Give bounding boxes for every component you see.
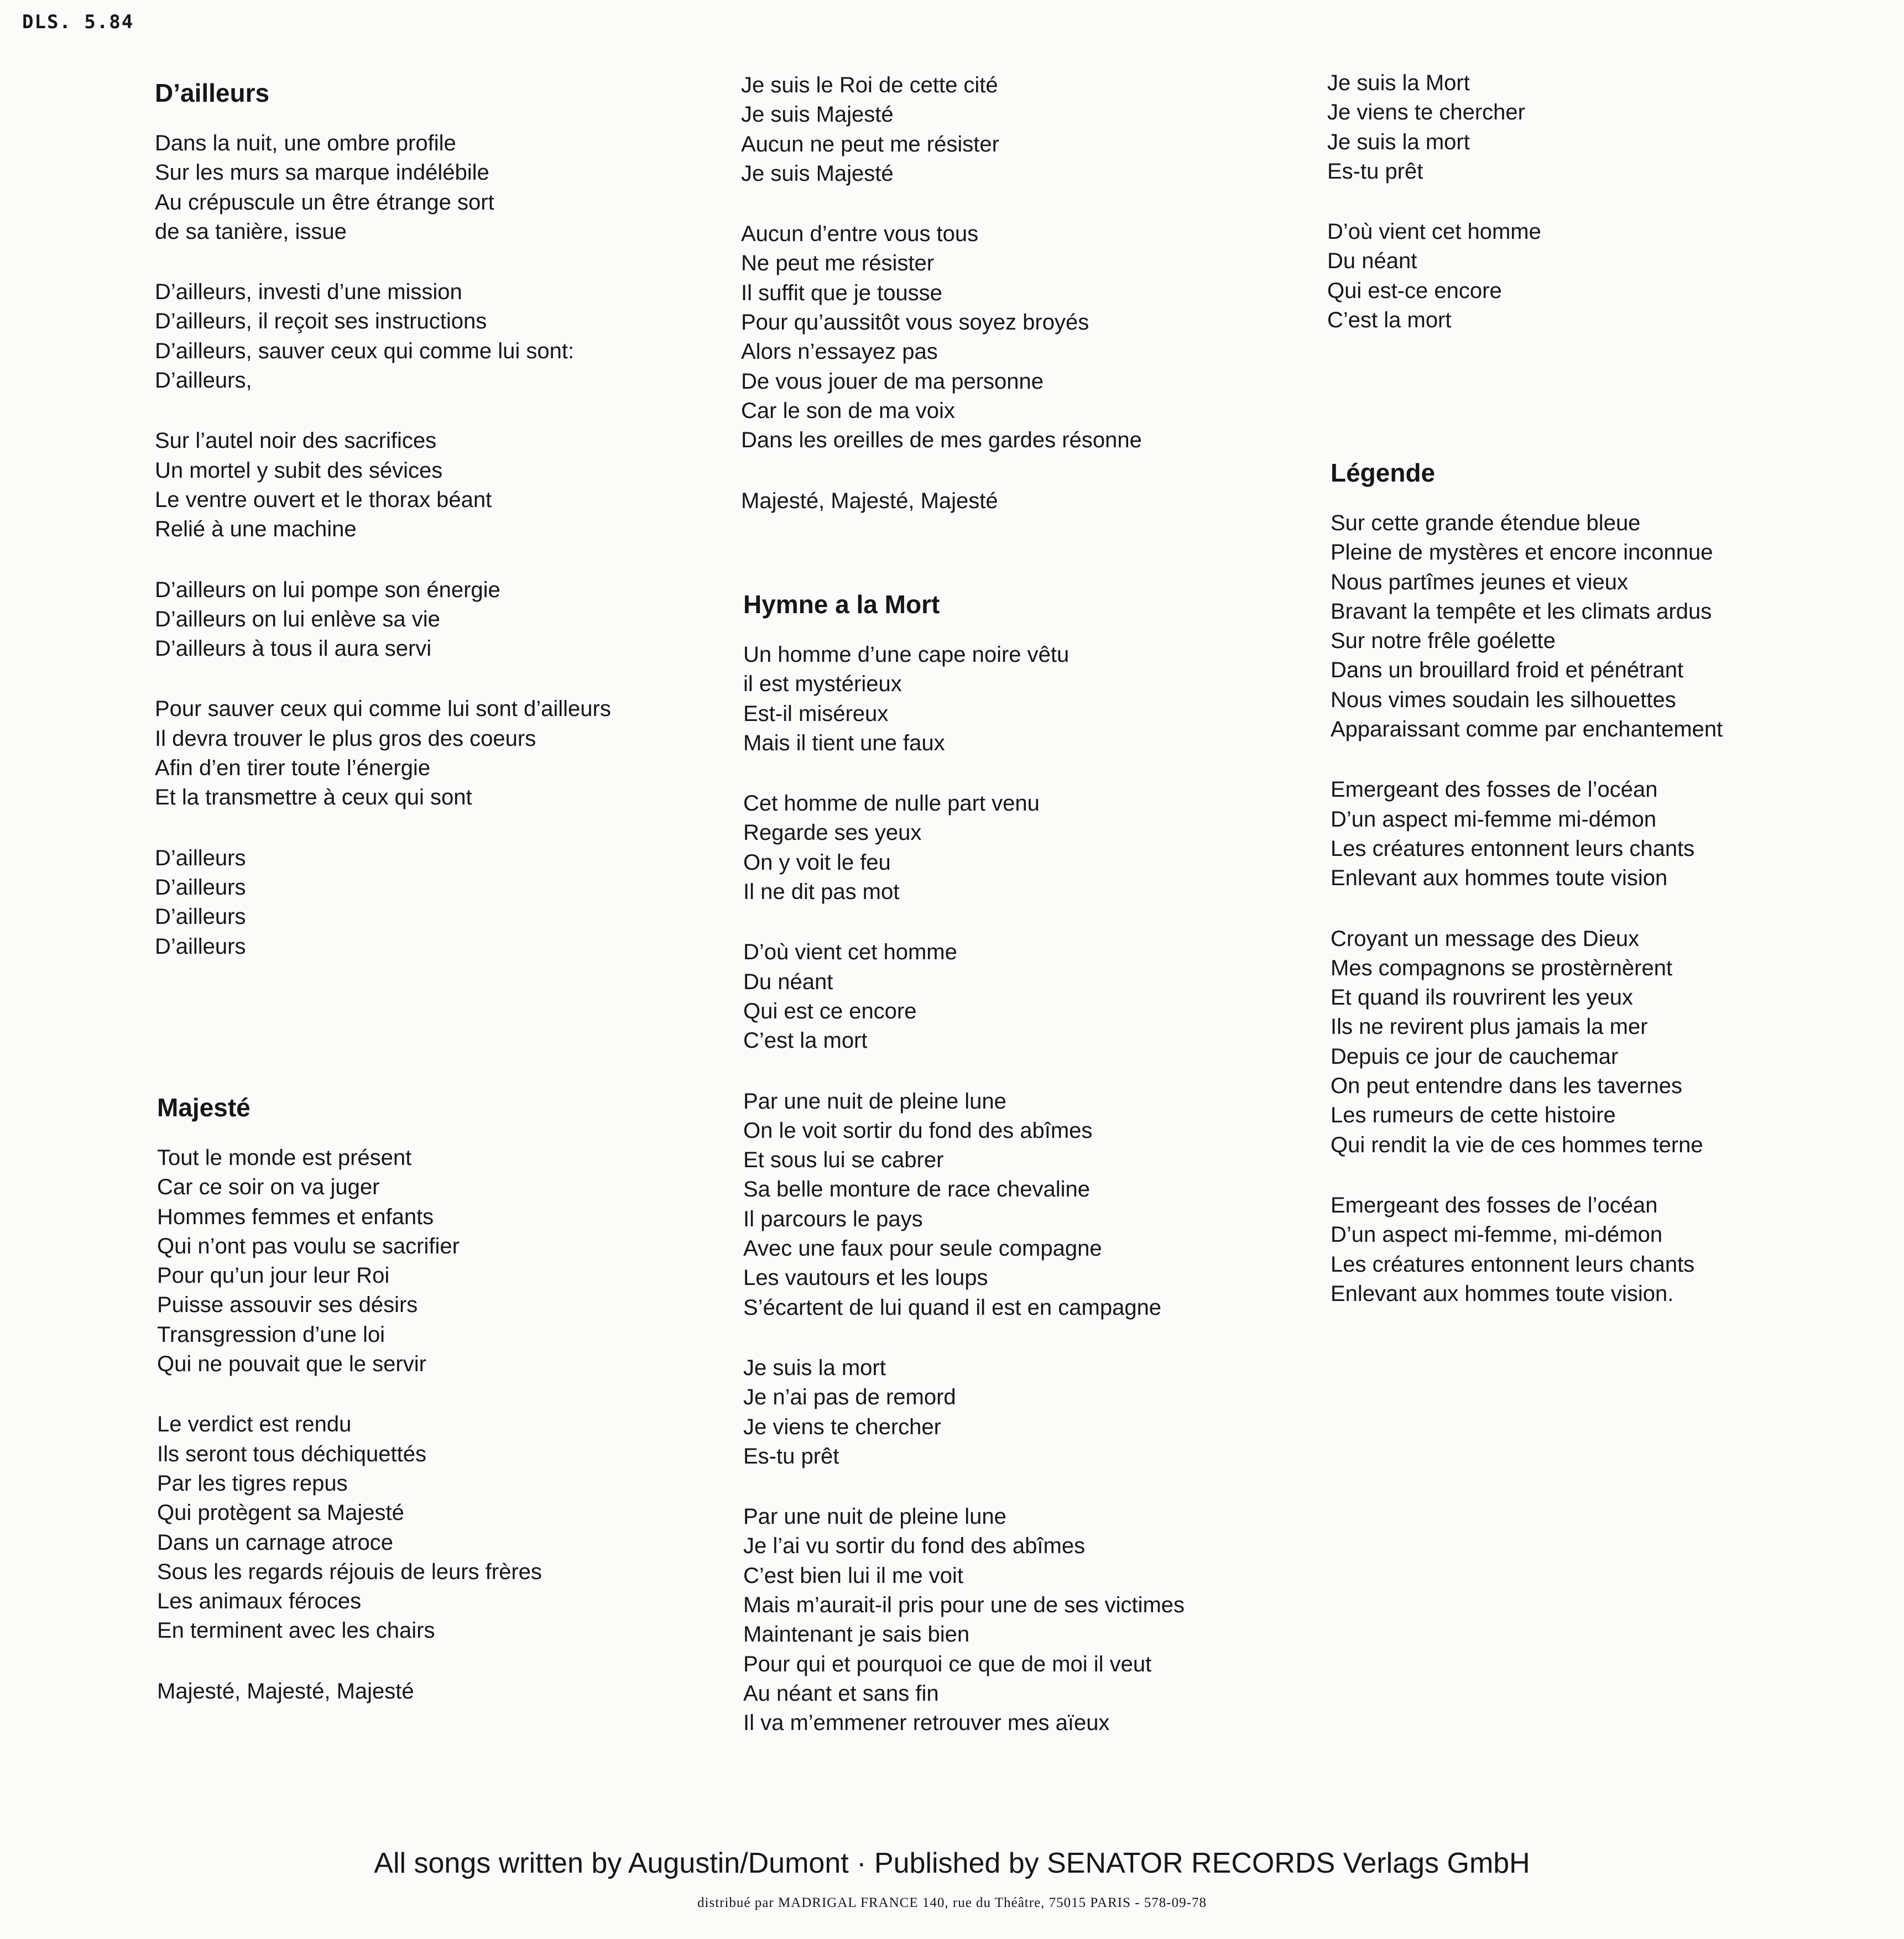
song-title: Hymne a la Mort (743, 590, 940, 619)
lyric-line: Qui est ce encore (743, 999, 917, 1023)
lyric-line: D’ailleurs (155, 905, 246, 929)
lyric-line: Un homme d’une cape noire vêtu (743, 642, 1070, 667)
lyric-line: Les créatures entonnent leurs chants (1331, 1252, 1695, 1277)
lyric-line: Pour qu’un jour leur Roi (157, 1263, 390, 1288)
lyric-line: Croyant un message des Dieux (1331, 926, 1640, 951)
stanza (157, 1677, 542, 1706)
lyric-line: Mais m’aurait-il pris pour une de ses victimes (743, 1593, 1185, 1618)
lyric-line: Relié à une machine (155, 517, 357, 542)
stanza (155, 278, 611, 395)
stanza (155, 426, 611, 544)
lyric-line: Maintenant je sais bien (743, 1622, 970, 1647)
lyric-line: Les rumeurs de cette histoire (1331, 1103, 1616, 1128)
stanza (157, 1410, 542, 1645)
lyric-line: Ils ne revirent plus jamais la mer (1331, 1015, 1648, 1039)
lyric-line: On peut entendre dans les tavernes (1331, 1074, 1682, 1099)
lyric-line: Et quand ils rouvrirent les yeux (1331, 985, 1633, 1010)
songwriting-credits: All songs written by Augustin/Dumont · Published by SENATOR RECORDS Verlags GmbH (374, 1847, 1530, 1879)
lyric-line: On le voit sortir du fond des abîmes (743, 1118, 1093, 1143)
lyric-line: Car ce soir on va juger (157, 1175, 380, 1200)
lyric-line: Dans un brouillard froid et pénétrant (1331, 658, 1684, 683)
lyric-line: C’est la mort (1327, 308, 1452, 333)
lyric-line: Es-tu prêt (1327, 159, 1423, 184)
lyric-line: Ils seront tous déchiquettés (157, 1441, 426, 1466)
lyric-line: Enlevant aux hommes toute vision (1331, 866, 1668, 891)
lyric-line: Un mortel y subit des sévices (155, 458, 443, 483)
lyric-line: Il devra trouver le plus gros des coeurs (155, 726, 536, 751)
lyric-line: Transgression d’une loi (157, 1322, 385, 1347)
lyric-line: S’écartent de lui quand il est en campagne (743, 1295, 1162, 1320)
lyric-line: Les vautours et les loups (743, 1266, 988, 1290)
lyric-line: Qui protègent sa Majesté (157, 1501, 404, 1525)
lyric-line: Emergeant des fosses de l’océan (1331, 777, 1658, 802)
lyric-line: Je suis Majesté (741, 161, 894, 186)
lyric-line: Par une nuit de pleine lune (743, 1089, 1006, 1114)
stanza (743, 789, 1185, 907)
lyric-line: D’ailleurs, (155, 368, 252, 393)
stanza (1331, 924, 1723, 1160)
lyric-line: Par une nuit de pleine lune (743, 1504, 1006, 1529)
lyric-line: Sous les regards réjouis de leurs frères (157, 1559, 542, 1584)
lyric-line: Pour qu’aussitôt vous soyez broyés (741, 310, 1089, 335)
lyric-line: Puisse assouvir ses désirs (157, 1293, 418, 1318)
lyric-line: Sa belle monture de race chevaline (743, 1177, 1091, 1202)
lyric-line: D’ailleurs, sauver ceux qui comme lui sont: (155, 338, 575, 363)
lyric-line: Depuis ce jour de cauchemar (1331, 1044, 1619, 1069)
lyric-line: Il suffit que je tousse (741, 280, 942, 305)
lyric-line: Je suis la mort (1327, 129, 1470, 154)
stanza (743, 1353, 1185, 1471)
lyric-line: D’un aspect mi-femme, mi-démon (1331, 1222, 1663, 1247)
lyric-line: Je suis la Mort (1327, 71, 1470, 95)
lyric-line: D’ailleurs, investi d’une mission (155, 280, 462, 305)
lyric-line: Majesté, Majesté, Majesté (741, 488, 998, 513)
stanza (1327, 217, 1541, 335)
lyric-line: Aucun ne peut me résister (741, 132, 999, 156)
stanza (741, 487, 1142, 516)
lyric-line: Je suis le Roi de cette cité (741, 73, 998, 97)
lyric-line: Nous partîmes jeunes et vieux (1331, 569, 1629, 594)
lyric-line: Je suis la mort (743, 1355, 886, 1380)
lyric-line: Qui ne pouvait que le servir (157, 1352, 426, 1377)
stanza (155, 694, 611, 812)
stanza (741, 219, 1142, 455)
lyric-line: D’où vient cet homme (1327, 219, 1541, 244)
lyric-line: Pleine de mystères et encore inconnue (1331, 540, 1713, 565)
lyric-line: Il parcours le pays (743, 1206, 923, 1231)
lyric-line: D’ailleurs, il reçoit ses instructions (155, 309, 487, 334)
lyric-line: Le ventre ouvert et le thorax béant (155, 487, 492, 512)
lyric-line: Il ne dit pas mot (743, 880, 900, 905)
lyric-line: Et sous lui se cabrer (743, 1148, 944, 1173)
stanza (1331, 775, 1723, 893)
lyric-line: Mes compagnons se prostèrnèrent (1331, 955, 1673, 980)
song-block (1327, 69, 1541, 335)
lyric-line: Dans les oreilles de mes gardes résonne (741, 428, 1142, 453)
lyric-line: On y voit le feu (743, 850, 891, 875)
lyric-line: D’ailleurs on lui enlève sa vie (155, 607, 440, 631)
stanza (743, 1502, 1185, 1738)
lyric-line: De vous jouer de ma personne (741, 369, 1044, 394)
lyric-line: Apparaissant comme par enchantement (1331, 717, 1723, 742)
catalog-number: DLS. 5.84 (22, 11, 134, 33)
song-block (155, 76, 611, 961)
lyric-line: Les créatures entonnent leurs chants (1331, 836, 1695, 861)
lyric-line: Les animaux féroces (157, 1589, 362, 1614)
lyric-line: Aucun d’entre vous tous (741, 222, 979, 247)
lyric-line: Dans un carnage atroce (157, 1530, 393, 1555)
lyric-line: Du néant (743, 969, 833, 994)
lyric-line: Je viens te chercher (1327, 100, 1525, 125)
lyric-line: Es-tu prêt (743, 1444, 839, 1468)
lyric-line: D’ailleurs on lui pompe son énergie (155, 577, 500, 602)
lyric-line: Car le son de ma voix (741, 398, 955, 423)
lyric-line: Mais il tient une faux (743, 730, 945, 755)
stanza (157, 1143, 542, 1379)
lyric-line: D’où vient cet homme (743, 940, 957, 965)
lyric-line: Pour qui et pourquoi ce que de moi il veut (743, 1651, 1152, 1676)
lyric-line: Cet homme de nulle part venu (743, 791, 1040, 816)
song-block (741, 71, 1142, 516)
song-block (743, 588, 1185, 1738)
distribution-notice: distribué par MADRIGAL FRANCE 140, rue du Théâtre, 75015 PARIS - 578-09-78 (697, 1895, 1207, 1910)
lyric-line: Enlevant aux hommes toute vision. (1331, 1281, 1674, 1306)
song-block (157, 1091, 542, 1706)
song-title: Majesté (157, 1093, 251, 1122)
lyric-line: Sur notre frêle goélette (1331, 629, 1556, 654)
lyric-line: Avec une faux pour seule compagne (743, 1236, 1102, 1261)
lyric-line: Est-il miséreux (743, 701, 889, 726)
lyric-line: Et la transmettre à ceux qui sont (155, 785, 472, 810)
lyric-line: de sa tanière, issue (155, 219, 347, 244)
stanza (1331, 1191, 1723, 1309)
stanza (741, 71, 1142, 189)
lyric-line: Je n’ai pas de remord (743, 1385, 956, 1410)
stanza (155, 576, 611, 664)
stanza (155, 844, 611, 961)
lyric-line: Sur les murs sa marque indélébile (155, 160, 489, 185)
stanza (155, 129, 611, 247)
lyric-line: D’ailleurs à tous il aura servi (155, 636, 432, 661)
stanza (743, 1087, 1185, 1323)
lyric-line: Qui est-ce encore (1327, 278, 1502, 303)
lyric-line: Au néant et sans fin (743, 1681, 939, 1706)
lyric-line: D’ailleurs (155, 845, 246, 870)
lyric-line: Du néant (1327, 249, 1417, 274)
lyric-line: Tout le monde est présent (157, 1146, 412, 1170)
stanza (743, 938, 1185, 1055)
lyric-line: Bravant la tempête et les climats ardus (1331, 599, 1712, 624)
lyric-line: Emergeant des fosses de l’océan (1331, 1193, 1658, 1217)
song-title: D’ailleurs (155, 79, 270, 107)
lyric-line: Dans la nuit, une ombre profile (155, 131, 456, 155)
lyric-line: Au crépuscule un être étrange sort (155, 190, 494, 215)
song-title: Légende (1331, 458, 1436, 487)
lyric-line: Afin d’en tirer toute l’énergie (155, 756, 431, 781)
lyric-line: Regarde ses yeux (743, 820, 922, 845)
stanza (743, 640, 1185, 758)
lyric-line: Par les tigres repus (157, 1471, 348, 1496)
lyric-line: Je suis Majesté (741, 102, 894, 127)
lyric-line: C’est bien lui il me voit (743, 1563, 963, 1588)
lyric-line: Sur l’autel noir des sacrifices (155, 428, 437, 453)
lyric-line: Je l’ai vu sortir du fond des abîmes (743, 1534, 1086, 1559)
lyric-line: Nous vimes soudain les silhouettes (1331, 687, 1676, 712)
stanza (1331, 509, 1723, 744)
lyric-line: Il va m’emmener retrouver mes aïeux (743, 1711, 1110, 1736)
lyric-line: Le verdict est rendu (157, 1412, 352, 1437)
lyric-line: il est mystérieux (743, 672, 902, 697)
lyric-line: Majesté, Majesté, Majesté (157, 1679, 414, 1703)
lyric-line: Alors n’essayez pas (741, 339, 938, 364)
song-block (1331, 456, 1723, 1309)
lyric-line: Ne peut me résister (741, 251, 935, 276)
lyric-line: Sur cette grande étendue bleue (1331, 511, 1641, 535)
lyric-line: Je viens te chercher (743, 1414, 941, 1439)
lyric-line: D’ailleurs (155, 934, 246, 959)
lyric-line: D’ailleurs (155, 875, 246, 900)
lyric-line: D’un aspect mi-femme mi-démon (1331, 807, 1657, 832)
stanza (1327, 69, 1541, 186)
lyric-line: C’est la mort (743, 1028, 868, 1053)
lyric-line: Hommes femmes et enfants (157, 1204, 434, 1229)
lyric-line: Qui rendit la vie de ces hommes terne (1331, 1132, 1703, 1157)
lyric-line: En terminent avec les chairs (157, 1618, 435, 1643)
lyric-line: Pour sauver ceux qui comme lui sont d’ailleurs (155, 697, 611, 722)
lyric-line: Qui n’ont pas voulu se sacrifier (157, 1234, 460, 1258)
